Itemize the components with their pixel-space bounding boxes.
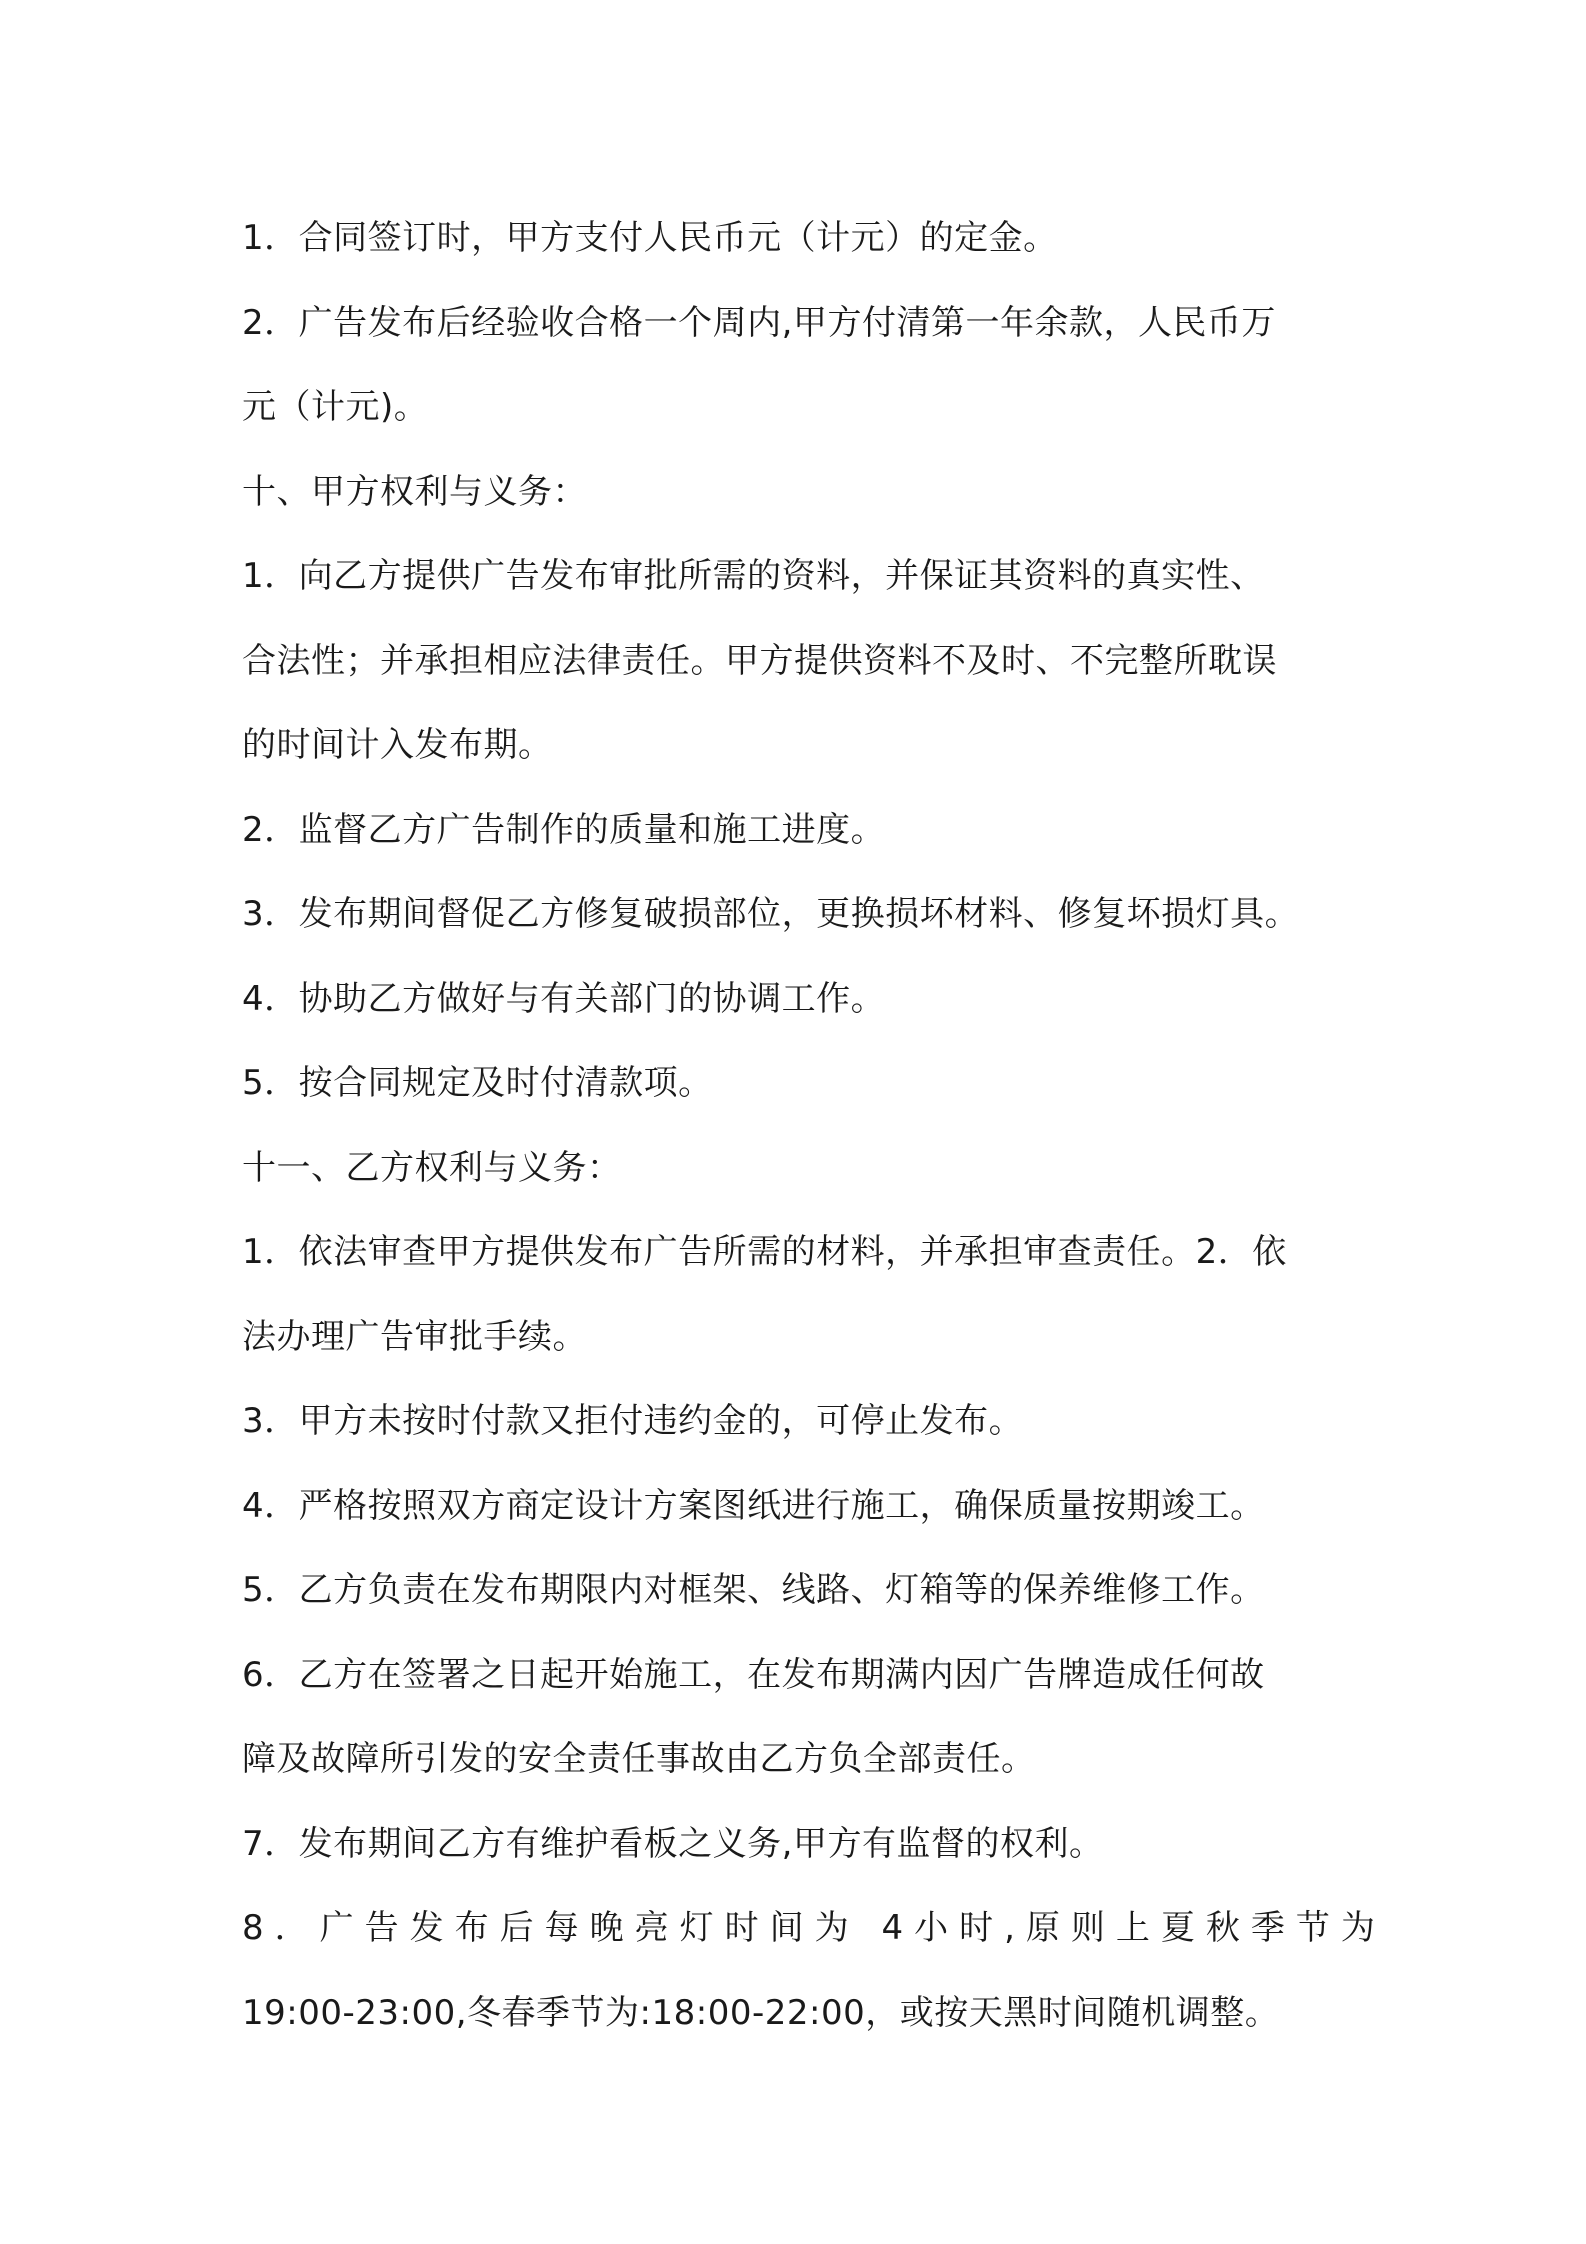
paragraph-line: 1．合同签订时，甲方支付人民币元（计元）的定金。 (242, 218, 1058, 258)
paragraph-line: 的时间计入发布期。 (242, 725, 553, 765)
paragraph-line: 4．严格按照双方商定设计方案图纸进行施工，确保质量按期竣工。 (242, 1485, 1265, 1526)
paragraph-line: 3．甲方未按时付款又拒付违约金的，可停止发布。 (242, 1401, 1024, 1441)
paragraph-line: 2．广告发布后经验收合格一个周内,甲方付清第一年余款，人民币万 (242, 302, 1276, 343)
paragraph-line: 法办理广告审批手续。 (242, 1316, 587, 1357)
section-heading: 十一、乙方权利与义务： (242, 1147, 622, 1188)
paragraph-line: 8．广告发布后每晚亮灯时间为 4小时,原则上夏秋季节为 (242, 1908, 1386, 1948)
paragraph-line: 合法性；并承担相应法律责任。甲方提供资料不及时、不完整所耽误 (242, 640, 1277, 681)
document-body (242, 196, 1386, 2055)
paragraph-line: 3．发布期间督促乙方修复破损部位，更换损坏材料、修复坏损灯具。 (242, 894, 1300, 934)
paragraph-line: 4．协助乙方做好与有关部门的协调工作。 (242, 978, 886, 1019)
paragraph-line: 2．监督乙方广告制作的质量和施工进度。 (242, 809, 886, 850)
paragraph-line: 19:00-23:00,冬春季节为:18:00-22:00，或按天黑时间随机调整。 (242, 1992, 1280, 2033)
section-heading: 十、甲方权利与义务： (242, 471, 587, 512)
paragraph-line: 1．向乙方提供广告发布审批所需的资料，并保证其资料的真实性、 (242, 556, 1265, 596)
paragraph-line: 6．乙方在签署之日起开始施工，在发布期满内因广告牌造成任何故 (242, 1654, 1265, 1695)
paragraph-line: 元（计元)。 (242, 387, 429, 427)
paragraph-line: 5．按合同规定及时付清款项。 (242, 1063, 713, 1103)
paragraph-line: 障及故障所引发的安全责任事故由乙方负全部责任。 (242, 1739, 1036, 1779)
paragraph-line: 7．发布期间乙方有维护看板之义务,甲方有监督的权利。 (242, 1823, 1104, 1864)
paragraph-line: 1．依法审查甲方提供发布广告所需的材料，并承担审查责任。2．依 (242, 1232, 1287, 1272)
paragraph-line: 5．乙方负责在发布期限内对框架、线路、灯箱等的保养维修工作。 (242, 1570, 1265, 1610)
